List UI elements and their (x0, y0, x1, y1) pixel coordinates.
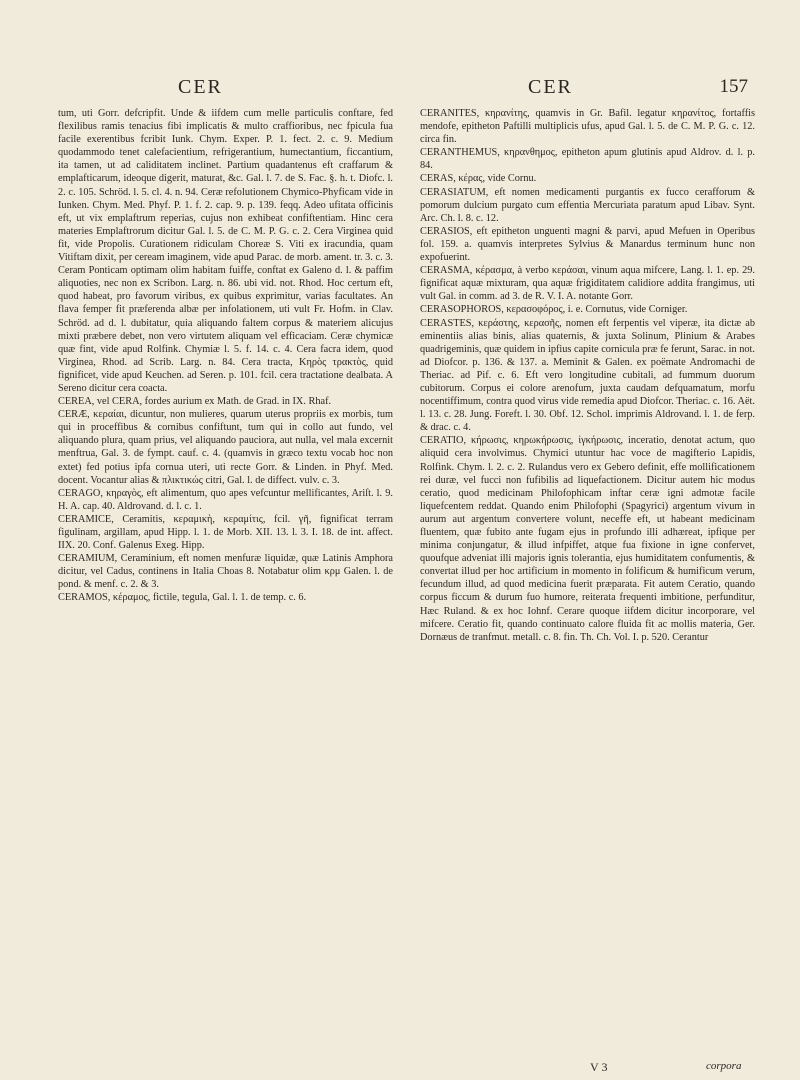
entry-cerasiatum: CERASIATUM, eft nomen medicamenti purgantis ex fucco cerafforum & pomorum dulcium purgato cum effentia Mercuriata paratum apud Libav. Synt. Arc. Ch. l. 8. c. 12. (420, 186, 755, 224)
page-number: 157 (719, 76, 748, 97)
entry-paragraph: tum, uti Gorr. defcripfit. Unde & iifdem cum melle particulis conftare, fed flexilibus ramis tenacius fibi implicatis & multo craffioribus, nec fpicula fua facile exerentibus fcribit Iunk. Chym. Exper. P. 1. fect. 2. c. 9. Medium quodammodo tenet calefacientium, refrigerantium, humectantium, ficcantium, ita tamen, ut ad caliditatem inclinet. Partium quadantenus eft craffarum & emplafticarum, ideoque digerit, maturat, &c. Gal. l. 7. de S. Fac. §. h. t. Diofc. l. 2. c. 105. Schröd. l. 5. cl. 4. n. 94. Ceræ refolutionem Chymico-Phyficam vide in Iunken. Chym. Med. Phyf. P. 1. f. 2. cap. 9. p. 139. feqq. Adeo ufitata officinis eft, ut vix emplaftrum reperias, cujus non exhibeat confiftentiam. Hinc cera materies Emplaftrorum dicitur Gal. l. 5. de C. M. P. G. c. 2. Cera Virginea quid fit, vide Propolis. Curationem ridiculam Choreæ S. Viti ex iracundia, quam Vitiftam dixit, per ceream imaginem, vide apud Parac. de morb. ament. tr. 3. c. 3. Ceram Ponticam optimam olim habitam fuiffe, conftat ex Galeno d. l. & paffim aliquoties, nec non ex Scribon. Larg. n. 86. ubi vid. not. Rhod. Hoc certum eft, quod habeat, pro favorum viribus, ex quibus exprimitur, varias facultates. An flava femper fit præferenda albæ per infolationem, uti vult Fr. Hofm. in Clav. Schröd. ad d. l. dubitatur, quia aliquando faltem corpus & materiem alicujus mixti præbere debet, non vero virtutem aliquam vel efficaciam. Ceræ chymicæ quæ fint, vide apud Rolfink. Chymiæ l. 5. f. 14. c. 4. Cera facra idem, quod Virginea, Rhod. ad Scrib. Larg. n. 84. Cera tracta, Κηρὸς τρακτὸς, quid fignificet, vide apud Keuchen. ad Seren. p. 101. fcil. cera tractatione dealbata. A Sereno dicitur cera coacta. (58, 108, 393, 394)
entry-ceramice: CERAMICE, Ceramitis, κεραμικὴ, κεραμίτις, fcil. γῆ, fignificat terram figulinam, argillam, apud Hipp. l. 1. de Morb. XII. 13. l. 3. I. 18. de int. affect. IIX. 20. Conf. Galenus Exeg. Hipp. (58, 513, 393, 552)
right-column (420, 107, 755, 1067)
entry-cerasios: CERASIOS, eft epitheton unguenti magni & parvi, apud Mefuen in Operibus fol. 159. a. quamvis interpretes Sylvius & Manardus terminum hunc non expofuerint. (420, 225, 755, 264)
entry-ceranites: CERANITES, κηρανίτης, quamvis in Gr. Bafil. legatur κηρανίτος, fortaffis mendofe, epitheton Paftilli multiplicis ufus, apud Gal. l. 5. de C. M. P. G. c. 12. circa fin. (420, 108, 755, 146)
entry-cerago: CERAGO, κηραγὸς, eft alimentum, quo apes vefcuntur mellificantes, Ariſt. l. 9. H. A. cap. 40. Aldrovand. d. l. c. 1. (58, 487, 393, 512)
running-head-right: CER (528, 76, 573, 98)
entry-ceras: CERAS, κέρας, vide Cornu. (420, 173, 537, 185)
catchword: corpora (706, 1060, 742, 1072)
left-column (58, 107, 393, 1067)
entry-cerastes: CERASTES, κεράστης, κερασῆς, nomen eft ferpentis vel viperæ, ita dictæ ab eminentiis alias binis, alias quaternis, & juxta Solinum, Plinium & Arabes quadrigeminis, quæ quidem in ipfius capite cornicula præ fe ferunt, Sarac. in not. ad Diofcor. p. 136. & 137. a. Meminit & Galen. ex poëmate Andromachi de Theriac. ad Pif. c. 6. Eft vero longitudine cubitali, ad fummum duorum cubitorum. Corpus ei colore arenofum, juxta caudam defquamatum, morfu nocentiffimum, contra quod virus vide remedia apud Diofcor. Theriac. c. 16. Aët. l. 13. c. 28. Jung. Foreft. l. 30. Obf. 12. Schol. imprimis Aldrovand. l. 1. de ferp. & drac. c. 4. (420, 317, 755, 434)
running-head-left: CER (178, 76, 223, 98)
signature-mark: V 3 (590, 1060, 608, 1074)
entry-cerasma: CERASMA, κέρασμα, à verbo κεράσαι, vinum aqua mifcere, Lang. l. 1. ep. 29. fignificat aquæ mixturam, qua aquæ frigiditatem calidiore addita frangimus, uti vult Gal. in comm. ad 3. de R. V. I. A. notante Gorr. (420, 265, 755, 303)
running-header (60, 76, 748, 100)
entry-cerea: CEREA, vel CERA, fordes aurium ex Math. de Grad. in IX. Rhaf. (58, 396, 332, 408)
entry-ceramos: CERAMOS, κέραμος, fictile, tegula, Gal. l. 1. de temp. c. 6. (58, 592, 307, 604)
entry-cerasophoros: CERASOPHOROS, κερασοφόρος, i. e. Cornutus, vide Corniger. (420, 304, 688, 316)
entry-ceramium: CERAMIUM, Ceraminium, eft nomen menfuræ liquidæ, quæ Latinis Amphora dicitur, vel Cadus, continens in Italia Choas 8. Notabatur olim κρμ Galen. l. de pond. & menf. c. 2. & 3. (58, 553, 393, 591)
entry-ceratio: CERATIO, κήρωσις, κηρωκήρωσις, ἰγκήρωσις, inceratio, denotat actum, quo aliquid cera involvimus. Chymici utuntur hac voce de magifterio Lapidis, Rolfink. Chym. l. 2. c. 2. Rulandus vero ex Gebero definit, effe mollificationem rei duræ, vel fucci non fufibilis ad liquefactionem. Dicitur autem hic modus ceratio, quod medicinam Philofophicam inftar ceræ igni admotæ facile liquefcentem reddat. Quando enim Philofophi (Spagyrici) argentum vivum in aurum aut argentum convertere volunt, neceffe eft, ut habeant medicinam fluentem, quæ fubito ante fugam ejus in profundo illi adhæreat, ipfique per minima conjungatur, & illud infpiffet, atque fua fixione in igne confervet, quoufque adveniat illi majoris ignis tolerantia, ejus humiditatem confumentis, & convertat illud per hoc artificium in momento in folificum & humificum verum, fecundum illud, ad quod medicina fuerit præparata. Fit autem Ceratio, quando corpus ficcum & durum fuo humore, reiterata frequenti imbitione, perfunditur, Hæc Ruland. & ex hoc Iohnf. Cerare quoque iifdem dicitur incorporare, vel mifcere. Ceratio fit, quando continuato calore fluida fit ac mollis materia, Ger. Dornæus de tranfmut. metall. c. 8. fin. Th. Ch. Vol. I. p. 520. Cerantur (420, 435, 755, 643)
entry-ceranthemus: CERANTHEMUS, κηρανθημος, epitheton apum glutinis apud Aldrov. d. l. p. 84. (420, 147, 755, 172)
entry-cerae: CERÆ, κεραίαι, dicuntur, non mulieres, quarum uterus propriis ex morbis, tum qui in proceffibus & cornibus confiftunt, tum qui in collo aut fundo, vel aliquando plura, quam prius, vel aliquando pauciora, aut nulla, vel mala excernit menftrua, Gal. 3. de fympt. cauf. c. 4. (quamvis in græco textu vocab hoc non extet) fed potius ipfa cornua uteri, uti recte Gorr. & Linden. in Phyf. Med. docent. Vocantur alias & πλικτικώς citri, Gal. l. de diffect. vulv. c. 3. (58, 409, 393, 486)
